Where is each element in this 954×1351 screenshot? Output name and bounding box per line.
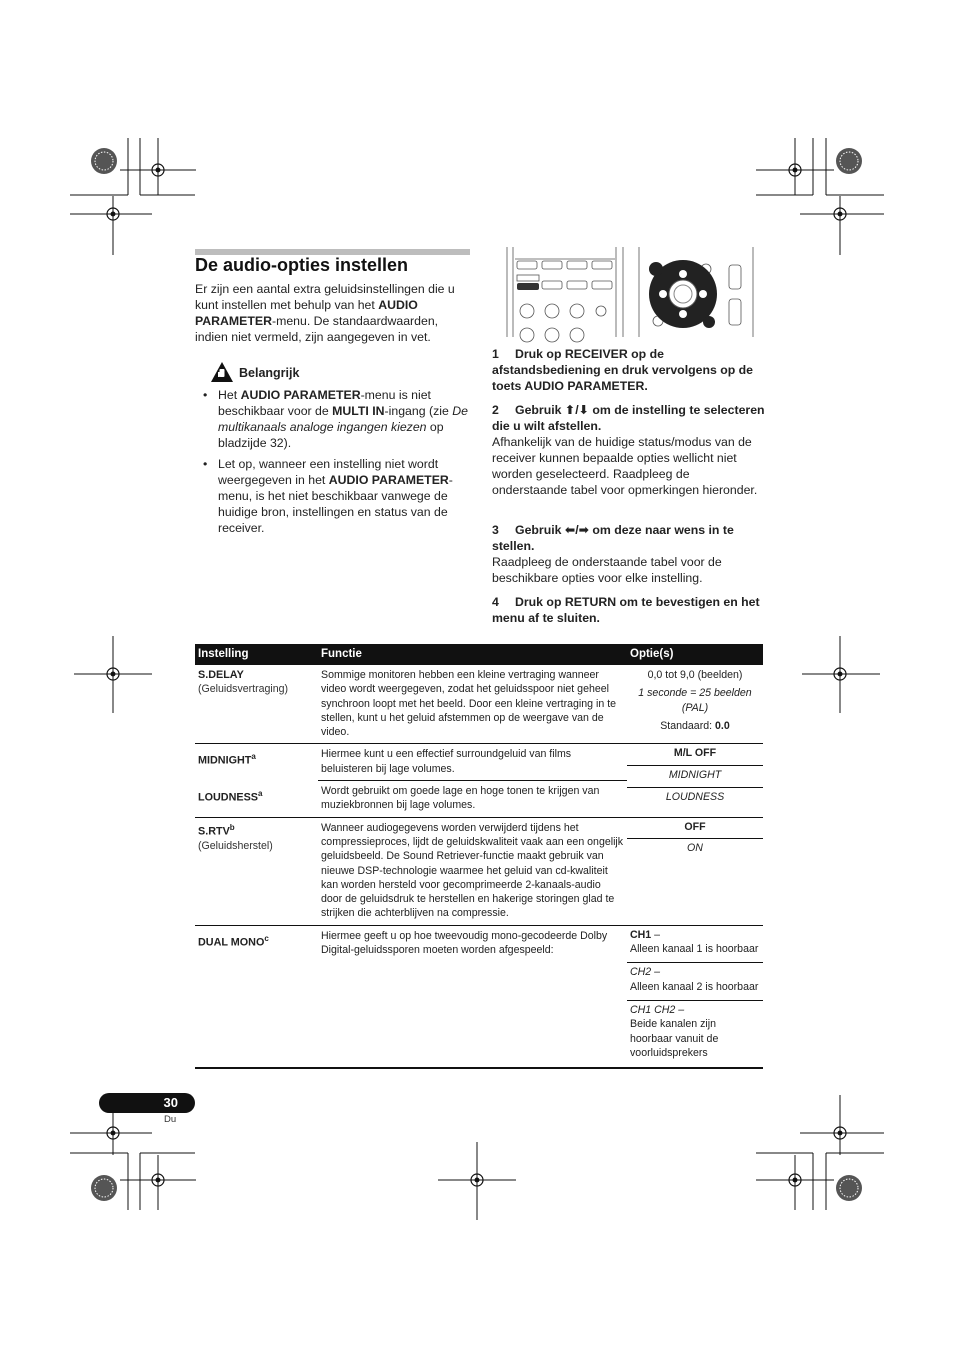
step-1: 1 Druk op RECEIVER op de afstandsbediening en druk vervolgens op de toets AUDIO PARAMETER. bbox=[492, 347, 754, 393]
up-down-arrows-icon: ⬆/⬇ bbox=[564, 403, 589, 417]
col-header-function: Functie bbox=[318, 644, 627, 665]
step-3: 3 Gebruik ⬅/➡ om deze naar wens in te stellen. Raadpleeg de onderstaande tabel voor de beschikbare opties voor elke instelling. bbox=[492, 523, 734, 585]
page-heading: De audio-opties instellen bbox=[195, 255, 409, 275]
audio-options-table bbox=[195, 644, 763, 1064]
table-row-sdelay: S.DELAY (Geluidsvertraging) Sommige monitoren hebben een kleine vertraging wanneer video wordt weergegeven, zodat het geluidsspoor niet geheel synchroon loopt met het beeld. Door een kleine vertraging in te stellen, kunt u het geluid afstemmen op de weergave van de video. 0,0 tot 9,0 (beelden) 1 seconde = 25 beelden (PAL) Standaard: 0.0 bbox=[198, 669, 752, 739]
table-row-midnight: MIDNIGHT$^a$ Hiermee kunt u een effectief surroundgeluid van films beluisteren bij lage volumes. M/L OFF MIDNIGHT LOUDNESS bbox=[195, 744, 763, 781]
important-title: Belangrijk bbox=[239, 366, 300, 380]
bullet-dot: • bbox=[203, 457, 208, 471]
left-right-arrows-icon: ⬅/➡ bbox=[564, 523, 589, 537]
intro-paragraph: Er zijn een aantal extra geluidsinstellingen die u kunt instellen met behulp van het AUDIO PARAMETER-menu. De standaardwaarden, indien niet vermeld, zijn aangegeven in vet. bbox=[195, 282, 455, 344]
remote-control-illustration bbox=[505, 247, 755, 339]
table-bottom-rule bbox=[195, 1067, 763, 1069]
step-2: 2 Gebruik ⬆/⬇ om de instelling te selecteren die u wilt afstellen. Afhankelijk van de huidige status/modus van de receiver kunnen bepaalde opties wellicht niet worden geselecteerd. Raadpleeg de onderstaande tabel voor opmerkingen hieronder. bbox=[492, 403, 765, 497]
bullet-dot: • bbox=[203, 388, 208, 402]
page-number-badge: 30 bbox=[99, 1093, 195, 1113]
table-row-loudness: LOUDNESS$^a$ Wordt gebruikt om goede lage en hoge tonen te krijgen van muziekbronnen bij lage volumes. bbox=[198, 785, 600, 812]
step-4: 4 Druk op RETURN om te bevestigen en het menu af te sluiten. bbox=[492, 595, 760, 625]
language-code: Du bbox=[164, 1114, 177, 1125]
col-header-setting: Instelling bbox=[195, 644, 318, 665]
hand-warning-icon bbox=[210, 361, 234, 383]
table-row-srtv: S.RTV$^b$ (Geluidsherstel) Wanneer audiogegevens worden verwijderd tijdens het compressieproces, lijdt de geluidskwaliteit vaak aan een ongelijk geluidsbeeld. De Sound Retriever-functie maakt gebruik van nieuwe DSP-technologie waarmee het geluid van cd-kwaliteit kan worden hersteld voor gecomprimeerde 2-kanaals-audio door de geluidsdruk te herstellen en hakerige storingen glad te strijken die achterblijven na compressie. OFF ON bbox=[195, 817, 763, 925]
table-row-dualmono: DUAL MONO$^c$ Hiermee geeft u op hoe tweevoudig mono-gecodeerde Dolby Digital-geluidssporen moeten worden afgespeeld: CH1 – Alleen kanaal 1 is hoorbaar CH2 – Alleen kanaal 2 is hoorbaar CH1 CH2 – Beide kanalen zijn hoorbaar vanuit de voorluidsprekers bbox=[195, 925, 763, 1064]
col-header-options: Optie(s) bbox=[627, 644, 763, 665]
table-header-row bbox=[195, 644, 763, 665]
important-bullet-2: • Let op, wanneer een instelling niet wordt weergegeven in het AUDIO PARAMETER-menu, is het niet beschikbaar vanwege de huidige bron, instellingen en status van de receiver. bbox=[203, 457, 453, 535]
important-bullet-1: • Het AUDIO PARAMETER-menu is niet beschikbaar voor de MULTI IN-ingang (zie De multikanaals analoge ingangen kiezen op bladzijde 32). bbox=[203, 388, 468, 450]
